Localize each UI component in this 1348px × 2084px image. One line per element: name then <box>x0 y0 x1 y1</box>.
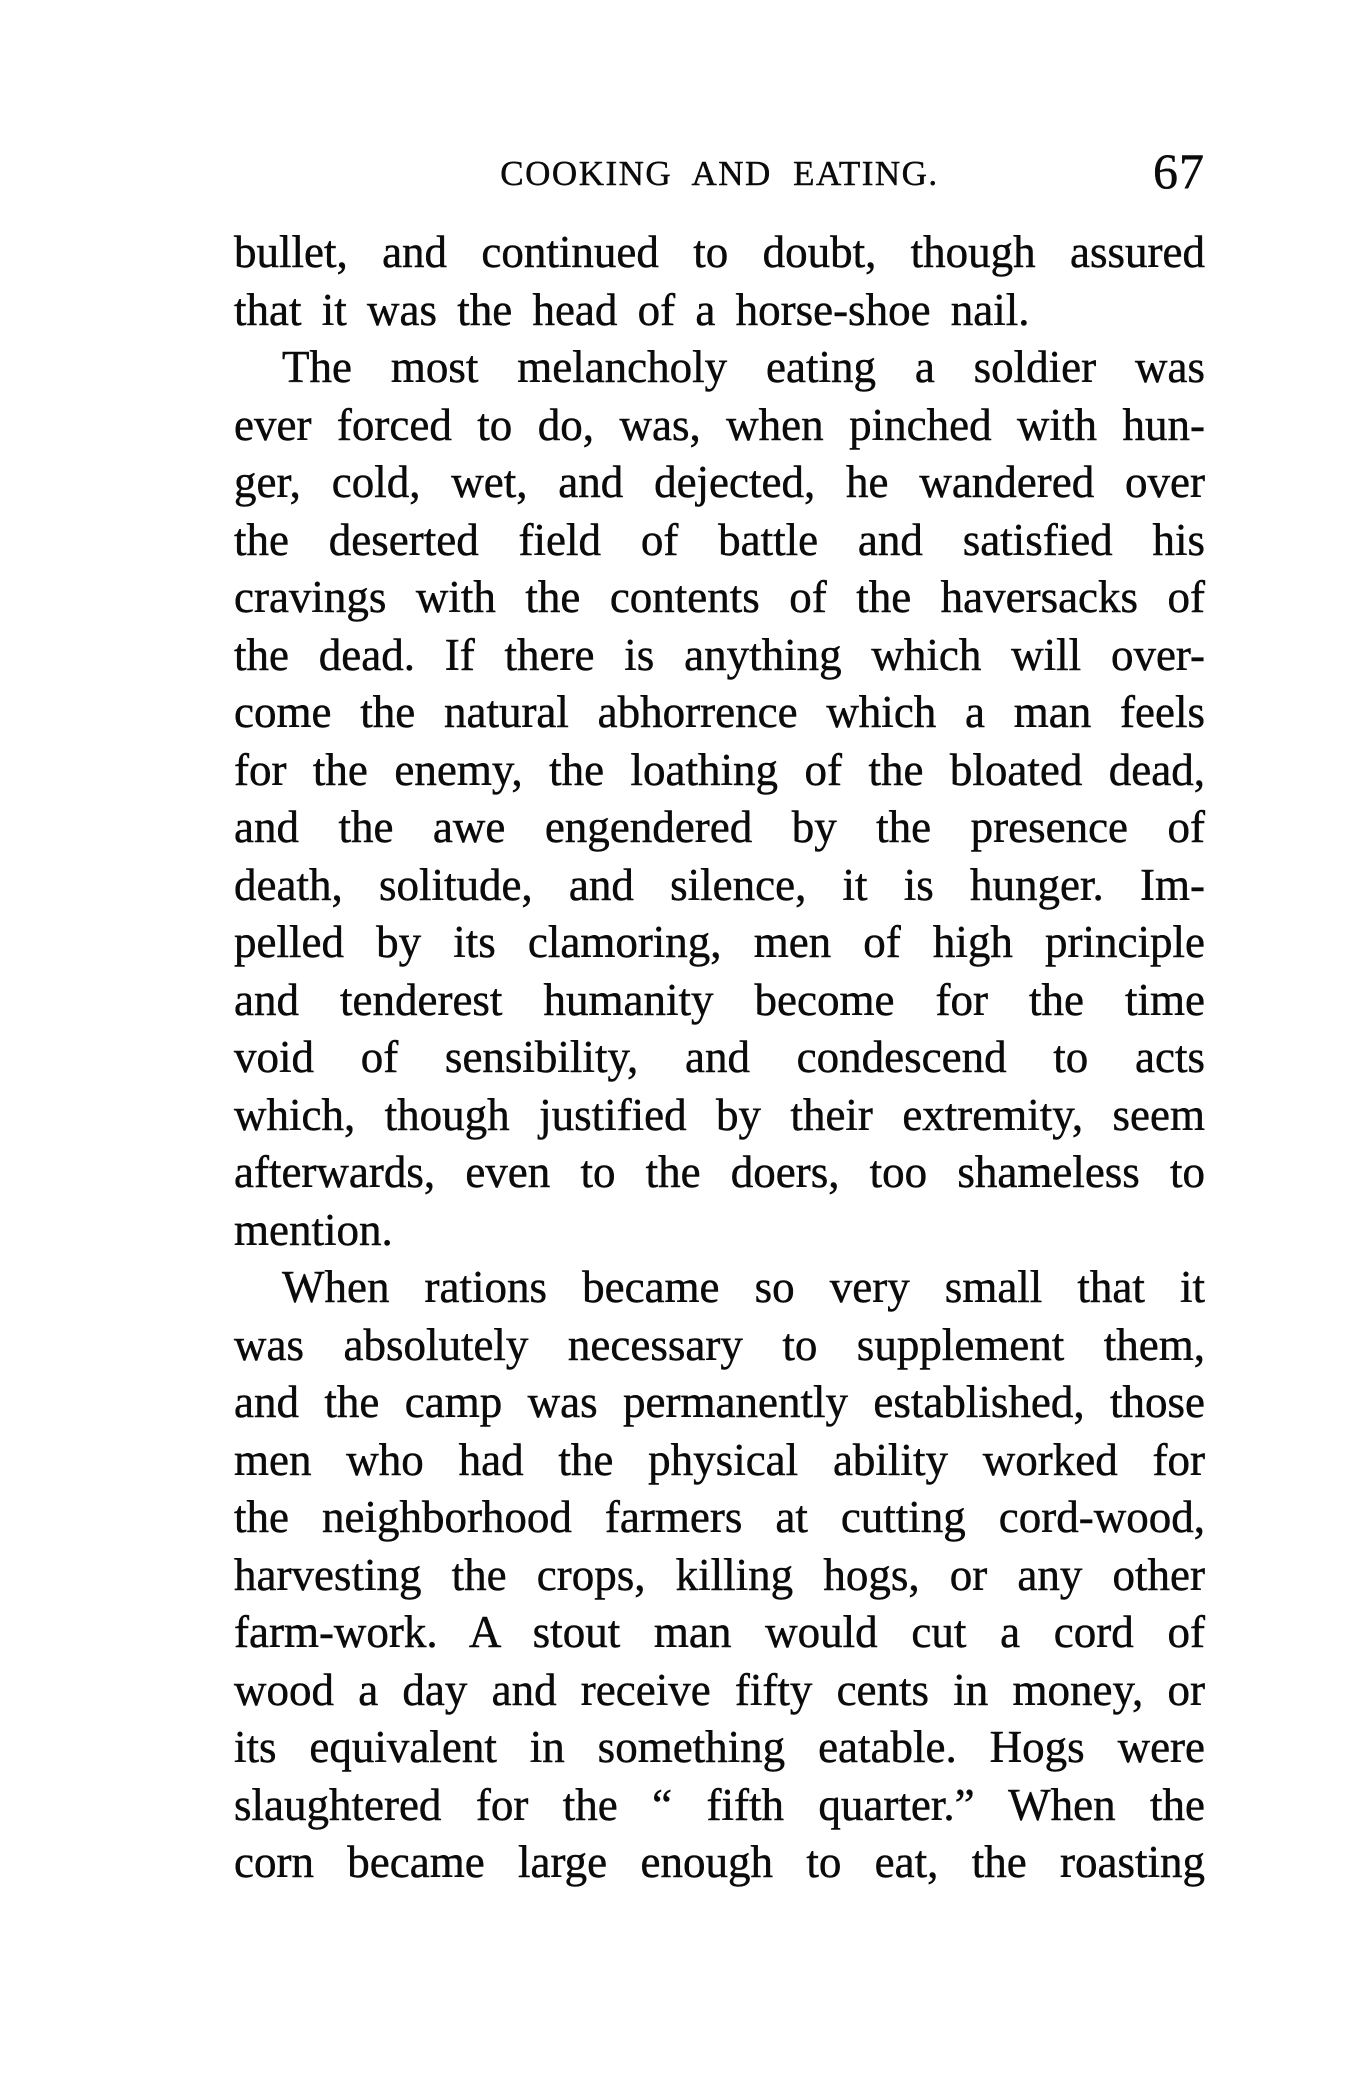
text-line: come the natural abhorrence which a man feels <box>234 687 1205 737</box>
text-line: mention. <box>234 1204 393 1255</box>
text-line: the dead. If there is anything which will over- <box>234 629 1205 680</box>
text-line: and the camp was permanently established, those <box>234 1377 1205 1427</box>
text-line: slaughtered for the “ fifth quarter.” When the <box>234 1779 1205 1830</box>
text-line: ever forced to do, was, when pinched with hun- <box>234 399 1205 450</box>
text-line: wood a day and receive fifty cents in money, or <box>234 1664 1205 1715</box>
text-line: death, solitude, and silence, it is hunger. Im- <box>234 859 1205 910</box>
running-head: COOKING AND EATING. <box>500 154 939 193</box>
text-line: corn became large enough to eat, the roasting <box>234 1837 1205 1887</box>
text-line: which, though justified by their extremity, seem <box>234 1089 1205 1140</box>
text-line: harvesting the crops, killing hogs, or any other <box>234 1549 1205 1600</box>
text-line: the neighborhood farmers at cutting cord-wood, <box>234 1492 1205 1542</box>
text-line: bullet, and continued to doubt, though assured <box>234 227 1205 277</box>
text-line: ger, cold, wet, and dejected, he wandered over <box>234 457 1205 507</box>
paragraph <box>234 339 1205 1259</box>
text-line: farm-work. A stout man would cut a cord of <box>234 1607 1205 1657</box>
text-line: that it was the head of a horse-shoe nail. <box>234 284 1030 335</box>
text-line: and tenderest humanity become for the time <box>234 974 1205 1025</box>
text-line: afterwards, even to the doers, too shameless to <box>234 1147 1205 1197</box>
text-line: The most melancholy eating a soldier was <box>282 342 1205 392</box>
text-line: for the enemy, the loathing of the bloated dead, <box>234 744 1205 795</box>
text-line: cravings with the contents of the haversacks of <box>234 572 1205 622</box>
text-line: men who had the physical ability worked for <box>234 1434 1205 1485</box>
text-line: When rations became so very small that it <box>282 1262 1205 1312</box>
page-header <box>234 143 1205 199</box>
text-line: the deserted field of battle and satisfied his <box>234 514 1205 565</box>
page-body <box>234 224 1205 1892</box>
text-line: pelled by its clamoring, men of high principle <box>234 917 1205 967</box>
text-line: was absolutely necessary to supplement them, <box>234 1319 1205 1370</box>
text-line: and the awe engendered by the presence of <box>234 802 1205 852</box>
paragraph <box>234 1259 1205 1892</box>
text-line: its equivalent in something eatable. Hogs were <box>234 1722 1205 1772</box>
text-line: void of sensibility, and condescend to acts <box>234 1032 1205 1082</box>
page-number: 67 <box>1153 143 1205 199</box>
paragraph <box>234 224 1205 339</box>
